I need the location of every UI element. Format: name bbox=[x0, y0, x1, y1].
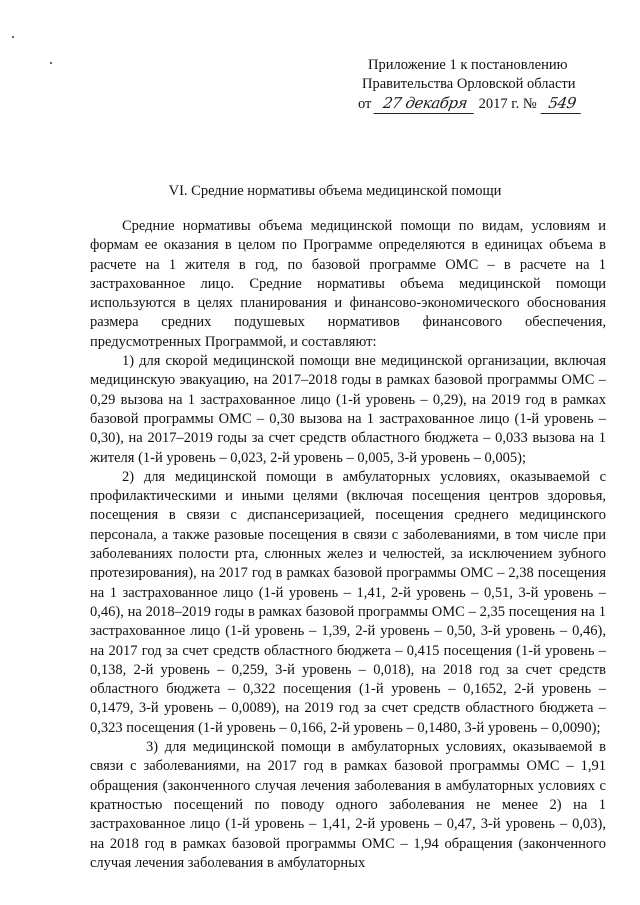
year-text: 2017 г. № bbox=[478, 96, 537, 112]
header-line-1: Приложение 1 к постановлению bbox=[368, 57, 568, 73]
paragraph-intro: Средние нормативы объема медицинской помощи по видам, условиям и формам ее оказания в целом по Программе определяются в единицах объема в расчете на 1 жителя в год, по базовой программе ОМС – в расчете на 1 застрахованное лицо. Средние нормативы объема медицинской помощи используются в целях планирования и финансово-экономического обоснования размера средних подушевых нормативов финансового обеспечения, предусмотренных Программой, и составляют: bbox=[90, 218, 606, 350]
handwritten-number: 549 bbox=[541, 94, 584, 114]
paragraph-item-1: 1) для скорой медицинской помощи вне медицинской организации, включая медицинскую эвакуацию, на 2017–2018 годы в рамках базовой программы ОМС – 0,29 вызова на 1 застрахованное лицо (1-й уровень – 0,29), на 2019 год в рамках базовой программы ОМС – 0,30 вызова на 1 застрахованное лицо (1-й уровень – 0,30), на 2017–2019 годы за счет средств областного бюджета – 0,033 вызова на 1 жителя (1-й уровень – 0,023, 2-й уровень – 0,005, 3-й уровень – 0,005); bbox=[90, 353, 606, 466]
handwritten-date: 27 декабря bbox=[374, 94, 477, 114]
document-body bbox=[90, 217, 606, 873]
header-line-2: Правительства Орловской области bbox=[362, 76, 576, 92]
scan-speck bbox=[50, 62, 52, 64]
appendix-header bbox=[358, 56, 620, 114]
scan-speck bbox=[12, 36, 14, 38]
header-date-line bbox=[358, 94, 620, 114]
section-title: VI. Средние нормативы объема медицинской помощи bbox=[168, 183, 502, 199]
date-prefix: от bbox=[358, 96, 372, 112]
paragraph-item-3: 3) для медицинской помощи в амбулаторных условиях, оказываемой в связи с заболеваниями, на 2017 год в рамках базовой программы ОМС – 1,91 обращения (законченного случая лечения заболевания в амбулаторных условиях с кратностью посещений по поводу одного заболевания не менее 2) на 1 застрахованное лицо (1-й уровень – 1,41, 2-й уровень – 0,47, 3-й уровень – 0,03), на 2018 год в рамках базовой программы ОМС – 1,94 обращения (законченного случая лечения заболевания в амбулаторных bbox=[90, 739, 606, 871]
paragraph-item-2: 2) для медицинской помощи в амбулаторных условиях, оказываемой с профилактическими и иными целями (включая посещения центров здоровья, посещения в связи с диспансеризацией, посещения среднего медицинского персонала, а также разовые посещения в связи с заболеваниями, в том числе при заболеваниях полости рта, слюнных желез и челюстей, за исключением зубного протезирования), на 2017 год в рамках базовой программы ОМС – 2,38 посещения на 1 застрахованное лицо (1-й уровень – 1,41, 2-й уровень – 0,51, 3-й уровень – 0,46), на 2018–2019 годы в рамках базовой программы ОМС – 2,35 посещения на 1 застрахованное лицо (1-й уровень – 1,39, 2-й уровень – 0,50, 3-й уровень – 0,46), на 2017 год за счет средств областного бюджета – 0,415 посещения (1-й уровень – 0,138, 2-й уровень – 0,259, 3-й уровень – 0,018), на 2018 год за счет средств областного бюджета – 0,322 посещения (1-й уровень – 0,1652, 2-й уровень – 0,1479, 3-й уровень – 0,0089), на 2019 год за счет средств областного бюджета – 0,323 посещения (1-й уровень – 0,166, 2-й уровень – 0,1480, 3-й уровень – 0,0090); bbox=[90, 468, 606, 736]
